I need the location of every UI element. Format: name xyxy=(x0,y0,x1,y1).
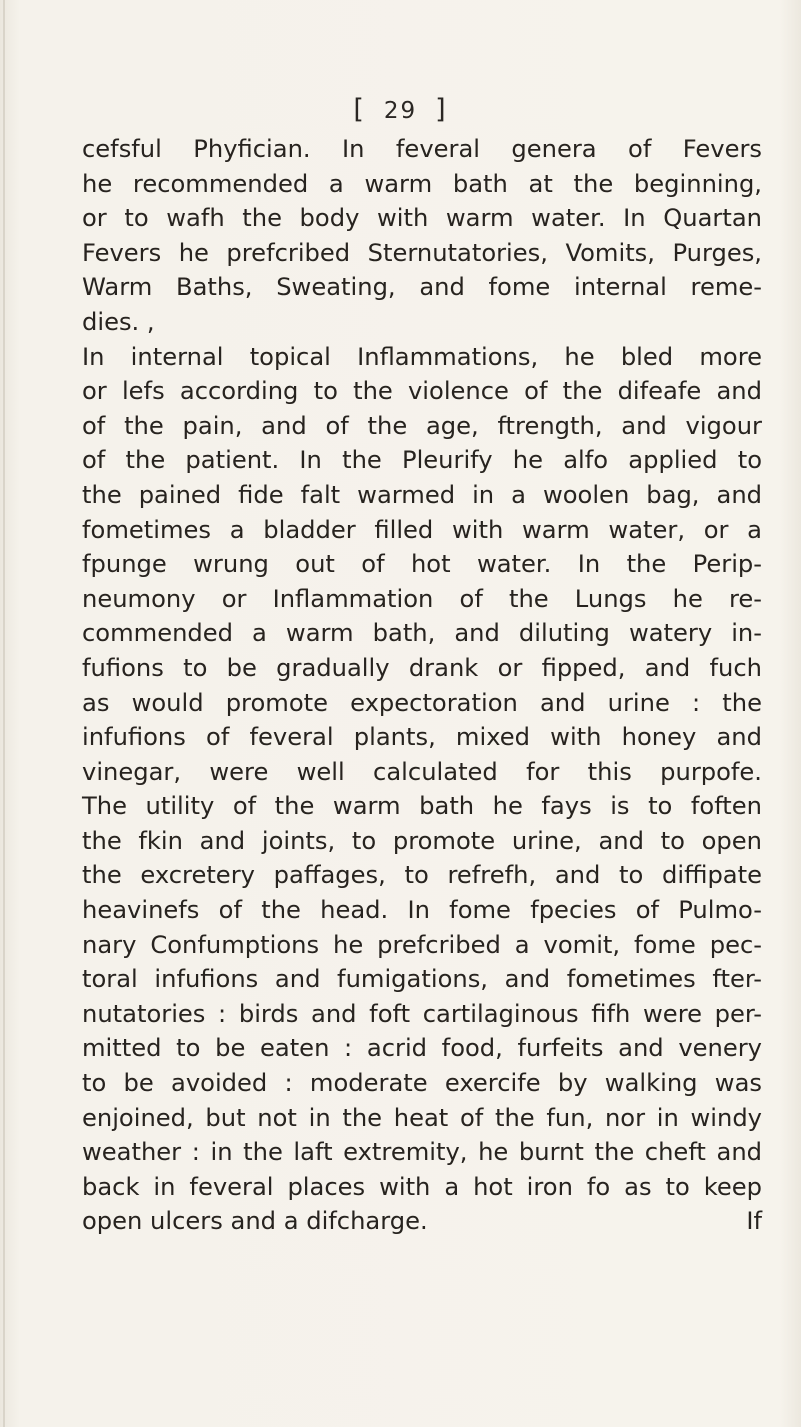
final-line-text: open ulcers and a difcharge. xyxy=(82,1207,428,1236)
text-line: cefsful Phyfician. In feveral genera of Fevers xyxy=(82,135,762,163)
text-line: the fkin and joints, to promote urine, and to open xyxy=(82,826,762,855)
text-line: fometimes a bladder filled with warm water, or a xyxy=(82,515,762,544)
text-line: vinegar, were well calculated for this purpofe. xyxy=(82,757,762,786)
text-line: infufions of feveral plants, mixed with honey and xyxy=(82,723,762,752)
text-line: or to wafh the body with warm water. In Quartan xyxy=(82,204,762,233)
page-header xyxy=(0,94,801,125)
text-line: Fevers he prefcribed Sternutatories, Vomits, Purges, xyxy=(82,238,762,267)
header-open-bracket: [ xyxy=(353,94,366,125)
text-line: In internal topical Inflammations, he bled more xyxy=(82,342,762,371)
text-line: enjoined, but not in the heat of the fun, nor in windy xyxy=(82,1103,762,1132)
text-line: nutatories : birds and foft cartilaginous fifh were per- xyxy=(82,999,762,1028)
text-line: the pained fide falt warmed in a woolen bag, and xyxy=(82,480,762,509)
text-line: Warm Baths, Sweating, and fome internal reme- xyxy=(82,273,762,302)
catchword: If xyxy=(746,1207,762,1236)
text-line: back in feveral places with a hot iron fo as to keep xyxy=(82,1172,762,1201)
text-line: he recommended a warm bath at the beginning, xyxy=(82,169,762,198)
text-line: mitted to be eaten : acrid food, furfeits and venery xyxy=(82,1034,762,1063)
text-line: as would promote expectoration and urine : the xyxy=(82,688,762,717)
text-line: nary Confumptions he prefcribed a vomit, fome pec- xyxy=(82,930,762,959)
text-line: the excretery paffages, to refrefh, and to diffipate xyxy=(82,861,762,890)
text-line: weather : in the laft extremity, he burnt the cheft and xyxy=(82,1138,762,1167)
text-line: neumony or Inflammation of the Lungs he re- xyxy=(82,584,762,613)
final-text-line xyxy=(82,1204,762,1239)
text-line: of the pain, and of the age, ftrength, and vigour xyxy=(82,411,762,440)
text-line: of the patient. In the Pleurify he alfo applied to xyxy=(82,446,762,475)
header-close-bracket: ] xyxy=(435,94,448,125)
body-text xyxy=(82,132,762,1239)
text-line: commended a warm bath, and diluting watery in- xyxy=(82,619,762,648)
text-line: toral infufions and fumigations, and fometimes fter- xyxy=(82,965,762,994)
page-gutter-edge xyxy=(3,0,5,1427)
text-line: dies. , xyxy=(82,307,155,336)
text-line: fufions to be gradually drank or fipped, and fuch xyxy=(82,653,762,682)
text-line: The utility of the warm bath he fays is to foften xyxy=(82,792,762,821)
text-line: heavinefs of the head. In fome fpecies of Pulmo- xyxy=(82,896,762,925)
page-number: 29 xyxy=(383,98,418,124)
text-line: fpunge wrung out of hot water. In the Perip- xyxy=(82,550,762,579)
text-line: or lefs according to the violence of the difeafe and xyxy=(82,377,762,406)
text-line: to be avoided : moderate exercife by walking was xyxy=(82,1069,762,1098)
